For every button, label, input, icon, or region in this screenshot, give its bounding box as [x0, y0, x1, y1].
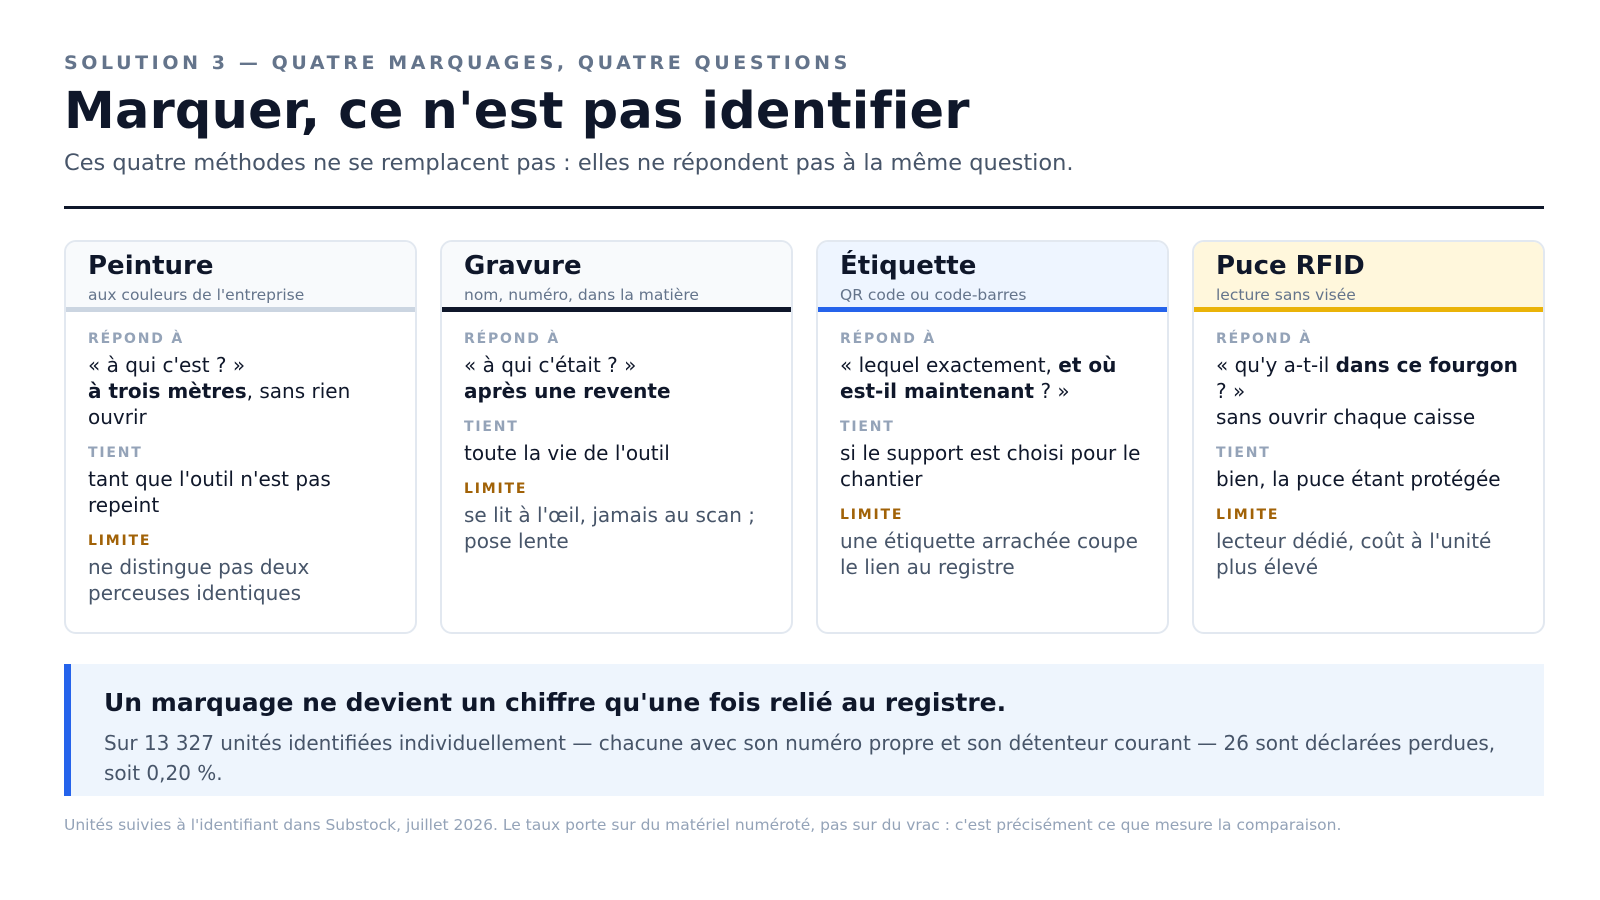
- answers-text: [840, 352, 1145, 404]
- card-subtitle: nom, numéro, dans la matière: [464, 286, 699, 304]
- eyebrow-label: SOLUTION 3 — QUATRE MARQUAGES, QUATRE QUESTIONS: [64, 52, 851, 74]
- card-body: [1194, 312, 1543, 580]
- answer-text-run: « à qui c'était ? »: [464, 353, 637, 377]
- limit-text: une étiquette arrachée coupe le lien au registre: [840, 529, 1138, 579]
- card-puce-rfid: [1192, 240, 1545, 634]
- holds-label: TIENT: [840, 419, 895, 435]
- card-header: [1194, 242, 1543, 312]
- emphasis-text: après une revente: [464, 379, 671, 403]
- limit-label: LIMITE: [464, 481, 528, 497]
- answers-text: [464, 352, 769, 404]
- card-subtitle: lecture sans visée: [1216, 286, 1356, 304]
- card-etiquette: [816, 240, 1169, 634]
- holds-label: TIENT: [88, 445, 143, 461]
- answer-text-run: , sans rien ouvrir: [88, 379, 351, 429]
- limit-text: se lit à l'œil, jamais au scan ; pose lente: [464, 503, 755, 553]
- holds-text: si le support est choisi pour le chantier: [840, 441, 1141, 491]
- answers-text: [1216, 352, 1521, 430]
- card-title: Puce RFID: [1216, 251, 1365, 281]
- answers-label: RÉPOND À: [88, 331, 184, 347]
- card-header: [442, 242, 791, 312]
- holds-text: tant que l'outil n'est pas repeint: [88, 467, 331, 517]
- card-subtitle: QR code ou code-barres: [840, 286, 1027, 304]
- card-title: Peinture: [88, 251, 214, 281]
- holds-label: TIENT: [1216, 445, 1271, 461]
- card-title: Étiquette: [840, 251, 977, 281]
- source-footnote: Unités suivies à l'identifiant dans Substock, juillet 2026. Le taux porte sur du matériel numéroté, pas sur du vrac : c'est précisément ce que mesure la comparaison.: [64, 816, 1342, 834]
- limit-text: ne distingue pas deux perceuses identiques: [88, 555, 310, 605]
- page-subtitle: Ces quatre méthodes ne se remplacent pas : elles ne répondent pas à la même question.: [64, 150, 1074, 176]
- holds-label: TIENT: [464, 419, 519, 435]
- answers-label: RÉPOND À: [464, 331, 560, 347]
- card-header: [818, 242, 1167, 312]
- answers-text: [88, 352, 393, 430]
- answer-text-run: « à qui c'est ? »: [88, 353, 246, 377]
- callout-title: Un marquage ne devient un chiffre qu'une fois relié au registre.: [104, 688, 1007, 717]
- card-title: Gravure: [464, 251, 582, 281]
- limit-label: LIMITE: [1216, 507, 1280, 523]
- limit-label: LIMITE: [88, 533, 152, 549]
- card-body: [818, 312, 1167, 580]
- emphasis-text: et où est-il maintenant: [840, 353, 1117, 403]
- card-header: [66, 242, 415, 312]
- answer-text-run: ? »: [1034, 379, 1070, 403]
- page-title: Marquer, ce n'est pas identifier: [64, 82, 970, 141]
- answer-text-run: « qu'y a-t-il: [1216, 353, 1336, 377]
- answers-label: RÉPOND À: [840, 331, 936, 347]
- limit-label: LIMITE: [840, 507, 904, 523]
- holds-text: bien, la puce étant protégée: [1216, 467, 1501, 491]
- key-takeaway-callout: [64, 664, 1544, 796]
- answers-label: RÉPOND À: [1216, 331, 1312, 347]
- card-gravure: [440, 240, 793, 634]
- callout-body: Sur 13 327 unités identifiées individuellement — chacune avec son numéro propre et son détenteur courant — 26 sont déclarées perdues, soit 0,20 %.: [104, 731, 1496, 785]
- limit-text: lecteur dédié, coût à l'unité plus élevé: [1216, 529, 1492, 579]
- emphasis-text: à trois mètres: [88, 379, 247, 403]
- emphasis-text: dans ce fourgon: [1335, 353, 1518, 377]
- card-body: [442, 312, 791, 554]
- answer-text-run: ? »: [1216, 379, 1246, 403]
- card-subtitle: aux couleurs de l'entreprise: [88, 286, 305, 304]
- card-peinture: [64, 240, 417, 634]
- holds-text: toute la vie de l'outil: [464, 441, 670, 465]
- answer-text-run: « lequel exactement,: [840, 353, 1059, 377]
- title-divider: [64, 206, 1544, 209]
- card-body: [66, 312, 415, 606]
- answer-text-run: sans ouvrir chaque caisse: [1216, 405, 1476, 429]
- method-cards: [64, 240, 1544, 634]
